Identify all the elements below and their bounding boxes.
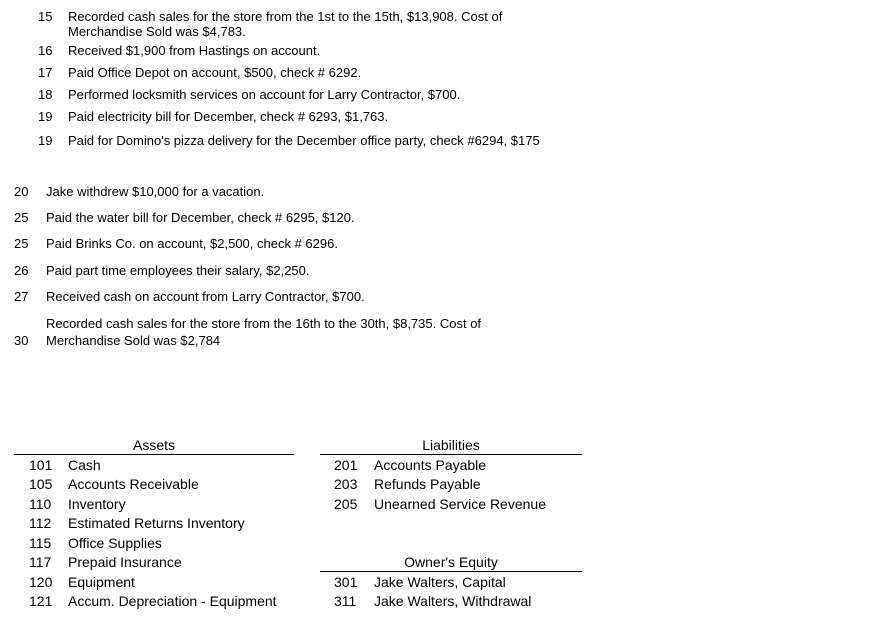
- transaction-text: Recorded cash sales for the store from the 16th to the 30th, $8,735. Cost of: [46, 316, 482, 331]
- transaction-text-continued: Merchandise Sold was $4,783.: [68, 24, 246, 39]
- transaction-day: 27: [14, 289, 29, 304]
- account-number: 301: [334, 574, 358, 590]
- transaction-day: 25: [14, 210, 29, 225]
- account-number: 203: [334, 476, 358, 492]
- account-name: Office Supplies: [68, 535, 162, 551]
- account-number: 101: [29, 457, 53, 473]
- transaction-day: 30: [14, 333, 29, 348]
- transaction-day: 20: [14, 184, 29, 199]
- account-number: 112: [29, 515, 52, 531]
- account-name: Equipment: [68, 574, 135, 590]
- account-number: 201: [334, 457, 358, 473]
- account-name: Accum. Depreciation - Equipment: [68, 593, 277, 609]
- account-name: Cash: [68, 457, 101, 473]
- transaction-day: 19: [38, 109, 53, 124]
- transaction-day: 18: [38, 87, 53, 102]
- transaction-text: Paid for Domino's pizza delivery for the December office party, check #6294, $175: [68, 133, 540, 148]
- account-name: Estimated Returns Inventory: [68, 515, 245, 531]
- transaction-text: Paid Brinks Co. on account, $2,500, check # 6296.: [46, 236, 338, 251]
- owners-equity-heading: Owner's Equity: [320, 553, 582, 572]
- transaction-day: 16: [38, 43, 53, 58]
- transaction-text-continued: Merchandise Sold was $2,784: [46, 333, 221, 348]
- account-number: 110: [29, 496, 52, 512]
- transaction-text: Paid part time employees their salary, $2,250.: [46, 263, 310, 278]
- assets-heading: Assets: [14, 436, 294, 455]
- transaction-text: Paid Office Depot on account, $500, check # 6292.: [68, 65, 362, 80]
- account-number: 120: [29, 574, 53, 590]
- transaction-day: 15: [38, 9, 53, 24]
- transaction-text: Paid the water bill for December, check # 6295, $120.: [46, 210, 355, 225]
- transaction-text: Received $1,900 from Hastings on account.: [68, 43, 321, 58]
- account-name: Prepaid Insurance: [68, 554, 182, 570]
- transaction-text: Jake withdrew $10,000 for a vacation.: [46, 184, 265, 199]
- liabilities-heading: Liabilities: [320, 436, 582, 455]
- account-name: Inventory: [68, 496, 126, 512]
- transaction-day: 26: [14, 263, 29, 278]
- account-number: 311: [334, 593, 357, 609]
- transaction-text: Received cash on account from Larry Contractor, $700.: [46, 289, 365, 304]
- account-number: 117: [29, 554, 52, 570]
- account-number: 121: [29, 593, 53, 609]
- account-name: Accounts Payable: [374, 457, 487, 473]
- account-number: 205: [334, 496, 358, 512]
- transaction-day: 19: [38, 133, 53, 148]
- transaction-day: 25: [14, 236, 29, 251]
- transaction-text: Paid electricity bill for December, check # 6293, $1,763.: [68, 109, 389, 124]
- transaction-text: Recorded cash sales for the store from the 1st to the 15th, $13,908. Cost of: [68, 9, 503, 24]
- account-number: 105: [29, 476, 53, 492]
- transaction-day: 17: [38, 65, 53, 80]
- transaction-text: Performed locksmith services on account for Larry Contractor, $700.: [68, 87, 461, 102]
- account-name: Refunds Payable: [374, 476, 481, 492]
- account-name: Jake Walters, Withdrawal: [374, 593, 532, 609]
- account-name: Jake Walters, Capital: [374, 574, 506, 590]
- account-name: Unearned Service Revenue: [374, 496, 546, 512]
- account-name: Accounts Receivable: [68, 476, 199, 492]
- account-number: 115: [29, 535, 52, 551]
